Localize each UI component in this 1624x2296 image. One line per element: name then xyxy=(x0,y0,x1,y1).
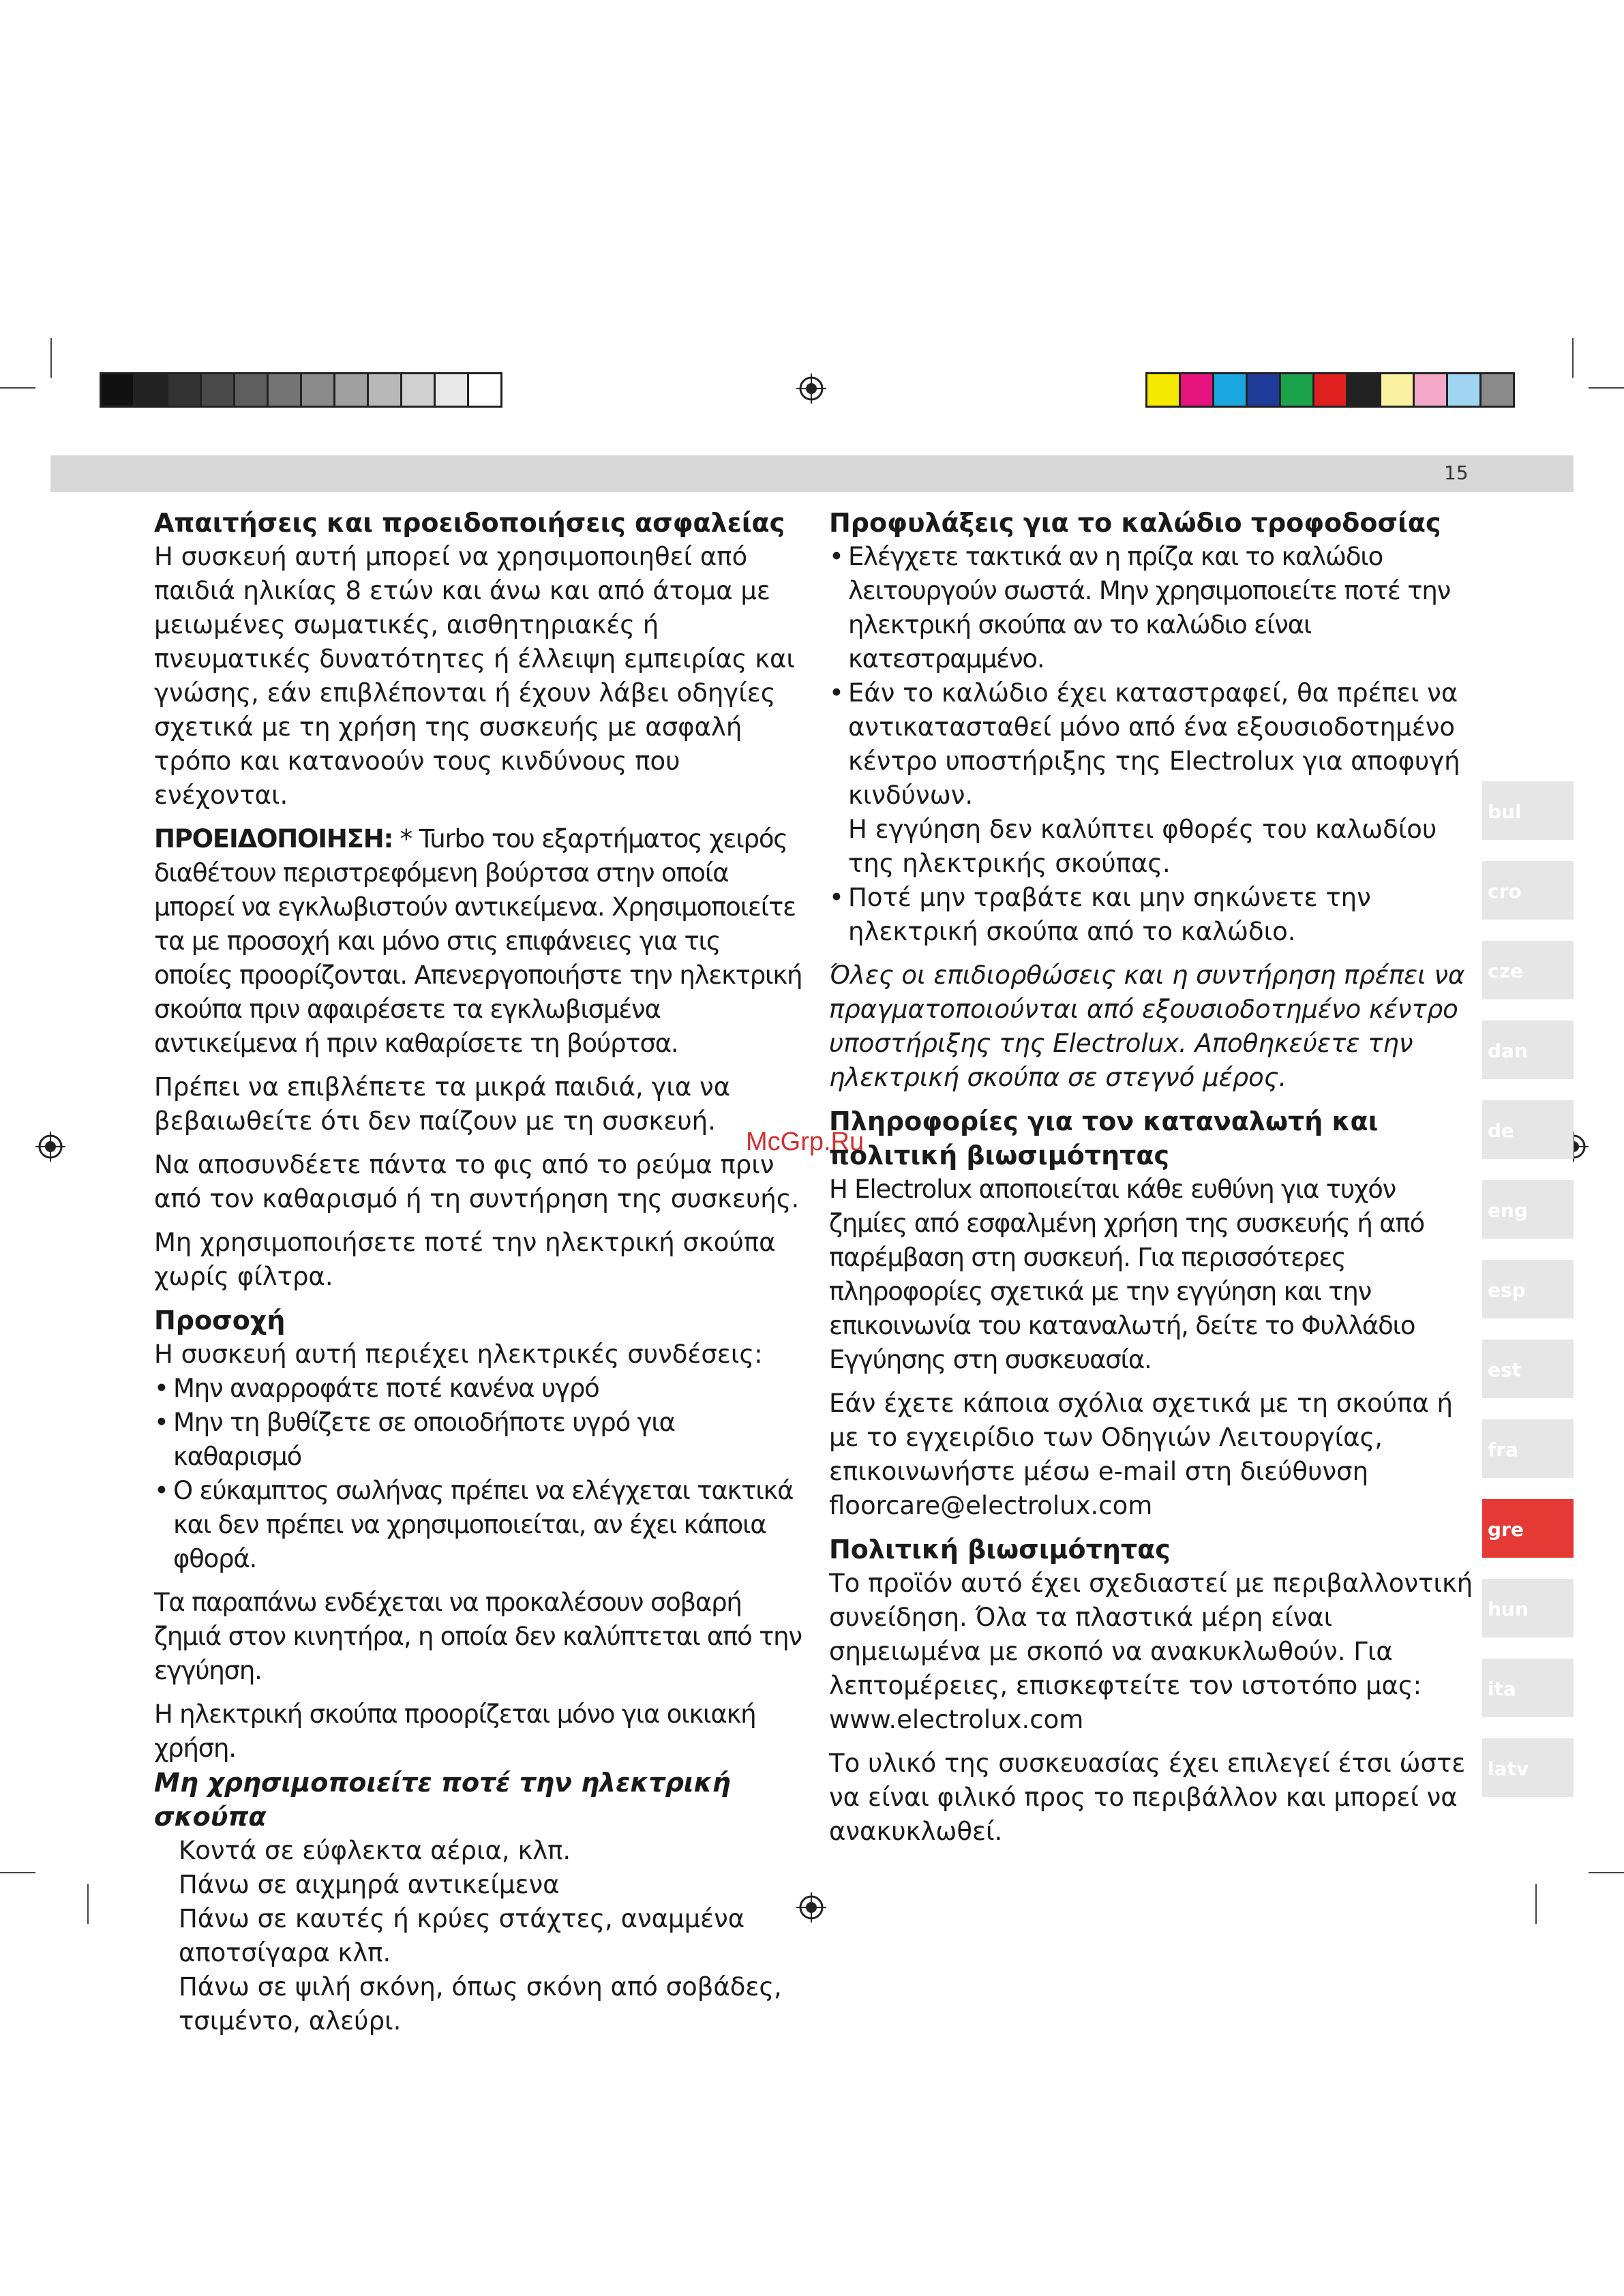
list-item: Κοντά σε εύφλεκτα αέρια, κλπ. xyxy=(179,1836,571,1865)
list-item: • Ο εύκαμπτος σωλήνας πρέπει να ελέγχεται τακτικά και δεν πρέπει να χρησιμοποιείται, αν έχει κάποια φθορά. xyxy=(154,1474,805,1576)
repairs-paragraph: Όλες οι επιδιορθώσεις και η συντήρηση πρέπει να πραγματοποιούνται από εξουσιοδοτημένο κέντρο υποστήριξης της Electrolux. Αποθηκεύετε την ηλεκτρική σκούπα σε στεγνό μέρος. xyxy=(829,961,1465,1092)
color-swatch xyxy=(1448,374,1482,406)
unplug-paragraph: Να αποσυνδέετε πάντα το φις από το ρεύμα πριν από τον καθαρισμό ή τη συντήρηση της συσκευής. xyxy=(154,1150,800,1213)
cord-list xyxy=(829,540,1477,949)
tab-gre[interactable]: gre xyxy=(1482,1499,1574,1558)
page-number: 15 xyxy=(1444,462,1469,484)
packaging-paragraph: Το υλικό της συσκευασίας έχει επιλεγεί έτσι ώστε να είναι φιλικό προς το περιβάλλον και μπορεί να ανακυκλωθεί. xyxy=(829,1749,1466,1846)
tab-dan[interactable]: dan xyxy=(1482,1021,1574,1079)
crop-mark xyxy=(1572,338,1574,378)
list-item-text: Εάν το καλώδιο έχει καταστραφεί, θα πρέπει να αντικατασταθεί μόνο από ένα εξουσιοδοτημένο κέντρο υποστήριξης της Electrolux για αποφυγή κινδύνων. xyxy=(848,678,1460,810)
registration-mark-icon xyxy=(796,374,826,404)
list-item: • Ελέγχετε τακτικά αν η πρίζα και το καλώδιο λειτουργούν σωστά. Μην χρησιμοποιείτε ποτέ την ηλεκτρική σκούπα αν το καλώδιο είναι κατεστραμμένο. xyxy=(829,540,1477,676)
damage-paragraph: Τα παραπάνω ενδέχεται να προκαλέσουν σοβαρή ζημιά στον κινητήρα, η οποία δεν καλύπτεται από την εγγύηση. xyxy=(154,1588,802,1685)
color-swatch xyxy=(1181,374,1214,406)
safety-heading: Απαιτήσεις και προειδοποιήσεις ασφαλείας xyxy=(154,508,785,538)
color-swatch xyxy=(1348,374,1381,406)
color-swatch xyxy=(1281,374,1314,406)
tab-ita[interactable]: ita xyxy=(1482,1659,1574,1717)
never-list xyxy=(154,1834,805,2038)
consumer-heading: Πληροφορίες για τον καταναλωτή και πολιτική βιωσιμότητας xyxy=(829,1106,1379,1170)
tab-cro[interactable]: cro xyxy=(1482,861,1574,920)
gray-swatch xyxy=(269,374,302,406)
gray-swatch xyxy=(102,374,135,406)
color-swatch xyxy=(1248,374,1281,406)
color-swatch xyxy=(1214,374,1248,406)
registration-mark-icon xyxy=(35,1132,65,1162)
tab-esp[interactable]: esp xyxy=(1482,1260,1574,1318)
list-item: Πάνω σε ψιλή σκόνη, όπως σκόνη από σοβάδες, τσιμέντο, αλεύρι. xyxy=(179,1972,782,2036)
list-item xyxy=(829,676,1477,881)
tab-de[interactable]: de xyxy=(1482,1100,1574,1159)
sustainability-heading: Πολιτική βιωσιμότητας xyxy=(829,1535,1171,1565)
children-paragraph: Πρέπει να επιβλέπετε τα μικρά παιδιά, για να βεβαιωθείτε ότι δεν παίζουν με τη συσκευή. xyxy=(154,1072,731,1136)
crop-mark xyxy=(0,387,35,389)
gray-swatch xyxy=(235,374,269,406)
filter-paragraph: Μη χρησιμοποιήσετε ποτέ την ηλεκτρική σκούπα χωρίς φίλτρα. xyxy=(154,1228,776,1291)
crop-mark xyxy=(50,338,52,378)
color-swatch xyxy=(1147,374,1181,406)
tab-cze[interactable]: cze xyxy=(1482,941,1574,999)
gray-swatch xyxy=(436,374,469,406)
tab-hun[interactable]: hun xyxy=(1482,1579,1574,1637)
comments-paragraph: Εάν έχετε κάποια σχόλια σχετικά με τη σκούπα ή με το εγχειρίδιο των Οδηγιών Λειτουργίας, επικοινωνήστε μέσω e-mail στη διεύθυνση floorcare@electrolux.com xyxy=(829,1389,1453,1520)
gray-swatch xyxy=(135,374,168,406)
cord-heading: Προφυλάξεις για το καλώδιο τροφοδοσίας xyxy=(829,508,1441,538)
right-column xyxy=(829,506,1477,1849)
cord-warranty: Η εγγύηση δεν καλύπτει φθορές του καλωδίου της ηλεκτρικής σκούπας. xyxy=(848,815,1437,878)
list-item: Πάνω σε καυτές ή κρύες στάχτες, αναμμένα αποτσίγαρα κλπ. xyxy=(179,1904,745,1967)
warning-lead: ΠΡΟΕΙΔΟΠΟΙΗΣΗ: xyxy=(154,824,393,854)
list-item: Πάνω σε αιχμηρά αντικείμενα xyxy=(179,1870,560,1899)
tab-latv[interactable]: latv xyxy=(1482,1738,1574,1797)
warning-text: * Turbo του εξαρτήματος χειρός διαθέτουν περιστρεφόμενη βούρτσα στην οποία μπορεί να εγκλωβιστούν αντικείμενα. Χρησιμοποιείτε τα με προσοχή και μόνο στις επιφάνειες για τις οποίες προορίζονται. Απενεργοποιήστε την ηλεκτρική σκούπα πριν αφαιρέσετε τα εγκλωβισμένα αντικείμενα ή πριν καθαρίσετε τη βούρτσα. xyxy=(154,824,802,1058)
gray-swatch xyxy=(369,374,402,406)
color-swatch xyxy=(1415,374,1448,406)
household-paragraph: Η ηλεκτρική σκούπα προορίζεται μόνο για οικιακή χρήση. xyxy=(154,1700,756,1763)
tab-fra[interactable]: fra xyxy=(1482,1419,1574,1478)
gray-swatch xyxy=(202,374,235,406)
gray-swatch xyxy=(335,374,369,406)
color-calibration-bar xyxy=(1145,372,1515,408)
gray-swatch xyxy=(402,374,436,406)
caution-intro: Η συσκευή αυτή περιέχει ηλεκτρικές συνδέσεις: xyxy=(154,1340,763,1369)
color-swatch xyxy=(1381,374,1415,406)
never-heading: Μη χρησιμοποιείτε ποτέ την ηλεκτρική σκούπα xyxy=(154,1768,731,1832)
watermark: McGrp.Ru xyxy=(746,1128,864,1156)
tab-eng[interactable]: eng xyxy=(1482,1180,1574,1239)
header-band xyxy=(50,455,1574,492)
crop-mark xyxy=(1535,1884,1537,1924)
crop-mark xyxy=(1589,387,1624,389)
consumer-paragraph: Η Electrolux αποποιείται κάθε ευθύνη για τυχόν ζημίες από εσφαλμένη χρήση της συσκευής ή από παρέμβαση στη συσκευή. Για περισσότερες πληροφορίες σχετικά με την εγγύηση και την επικοινωνία του καταναλωτή, δείτε το Φυλλάδιο Εγγύησης στη συσκευασία. xyxy=(829,1175,1424,1374)
crop-mark xyxy=(87,1884,89,1924)
sustainability-paragraph: Το προϊόν αυτό έχει σχεδιαστεί με περιβαλλοντική συνείδηση. Όλα τα πλαστικά μέρη είναι σημειωμένα με σκοπό να ανακυκλωθούν. Για λεπτομέρειες, επισκεφτείτε τον ιστοτόπο μας: www.electrolux.com xyxy=(829,1569,1473,1734)
caution-list xyxy=(154,1372,805,1576)
grayscale-calibration-bar xyxy=(100,372,502,408)
caution-heading: Προσοχή xyxy=(154,1305,286,1335)
list-item: • Μην αναρροφάτε ποτέ κανένα υγρό xyxy=(154,1372,805,1406)
tab-bul[interactable]: bul xyxy=(1482,781,1574,840)
color-swatch xyxy=(1314,374,1348,406)
safety-paragraph: Η συσκευή αυτή μπορεί να χρησιμοποιηθεί από παιδιά ηλικίας 8 ετών και άνω και από άτομα με μειωμένες σωματικές, αισθητηριακές ή πνευματικές δυνατότητες ή έλλειψη εμπειρίας και γνώσης, εάν επιβλέπονται ή έχουν λάβει οδηγίες σχετικά με τη χρήση της συσκευής με ασφαλή τρόπο και κατανοούν τους κινδύνους που ενέχονται. xyxy=(154,542,795,810)
gray-swatch xyxy=(302,374,335,406)
list-item: • Ποτέ μην τραβάτε και μην σηκώνετε την ηλεκτρική σκούπα από το καλώδιο. xyxy=(829,881,1477,949)
left-column xyxy=(154,506,805,2038)
color-swatch xyxy=(1482,374,1513,406)
gray-swatch xyxy=(469,374,500,406)
tab-est[interactable]: est xyxy=(1482,1340,1574,1398)
crop-mark xyxy=(0,1872,35,1873)
crop-mark xyxy=(1589,1872,1624,1873)
warning-paragraph xyxy=(154,822,805,1061)
gray-swatch xyxy=(168,374,202,406)
list-item: • Μην τη βυθίζετε σε οποιοδήποτε υγρό για καθαρισμό xyxy=(154,1406,805,1474)
